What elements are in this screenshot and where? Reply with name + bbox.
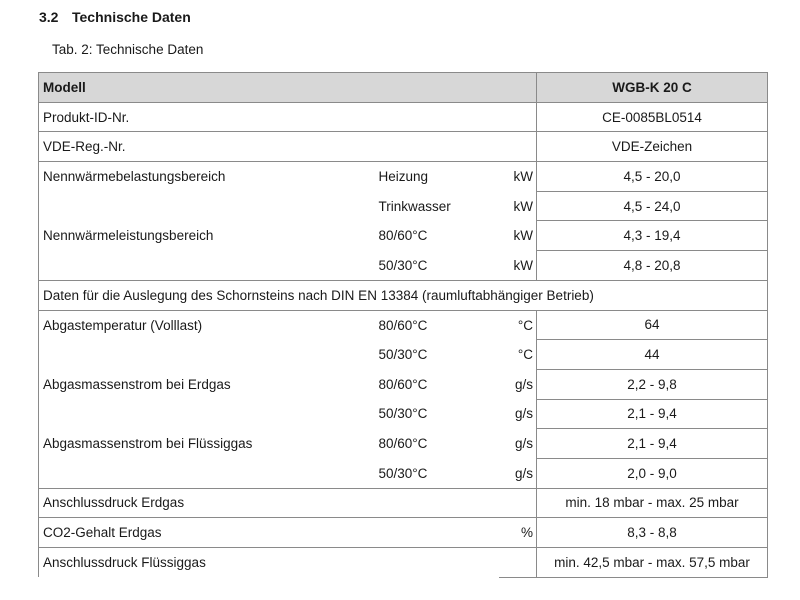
value-cell: 64 — [537, 310, 768, 340]
table-row — [39, 458, 768, 488]
value-cell: 44 — [537, 340, 768, 370]
table-caption: Tab. 2: Technische Daten — [52, 42, 204, 57]
co2-label: CO2-Gehalt Erdgas — [39, 518, 499, 548]
chimney-note: Daten für die Auslegung des Schornsteins nach DIN EN 13384 (raumluftabhängiger Betrieb) — [39, 280, 768, 310]
unit-cell: g/s — [515, 436, 534, 452]
condition-cell: Heizung — [375, 162, 499, 192]
value-cell: 4,3 - 19,4 — [537, 221, 768, 251]
unit-cell: g/s — [515, 376, 534, 392]
table-row — [39, 132, 768, 162]
table-row — [39, 429, 768, 459]
unit-cell: °C — [517, 347, 534, 363]
header-model-value: WGB-K 20 C — [537, 73, 768, 103]
heat-output-label: Nennwärmeleistungsbereich — [39, 221, 375, 251]
unit-cell: kW — [513, 228, 534, 244]
unit-cell: kW — [513, 198, 534, 214]
co2-unit: % — [499, 518, 537, 548]
unit-cell: °C — [499, 310, 537, 340]
unit-cell: kW — [499, 162, 537, 192]
vde-value: VDE-Zeichen — [537, 132, 768, 162]
table-row — [39, 399, 768, 429]
unit-cell: kW — [513, 257, 534, 273]
condition-cell: 80/60°C — [378, 376, 428, 392]
condition-cell: 50/30°C — [378, 465, 428, 481]
condition-cell: Trinkwasser — [378, 198, 451, 214]
gas-pressure-label: Anschlussdruck Erdgas — [39, 488, 537, 518]
table-row — [39, 251, 768, 281]
section-title: Technische Daten — [72, 9, 191, 25]
lpg-pressure-value: min. 42,5 mbar - max. 57,5 mbar — [537, 548, 768, 578]
value-cell: 2,1 - 9,4 — [537, 399, 768, 429]
header-model-label: Modell — [39, 73, 537, 103]
condition-cell: 80/60°C — [378, 436, 428, 452]
table-row — [39, 518, 768, 548]
condition-cell: 80/60°C — [375, 310, 499, 340]
value-cell: 4,5 - 20,0 — [537, 162, 768, 192]
flue-mass-lpg-label: Abgasmassenstrom bei Flüssiggas — [39, 429, 375, 459]
table-row — [39, 369, 768, 399]
value-cell: 4,5 - 24,0 — [537, 191, 768, 221]
table-row — [39, 221, 768, 251]
vde-label: VDE-Reg.-Nr. — [39, 132, 537, 162]
value-cell: 2,1 - 9,4 — [537, 429, 768, 459]
condition-cell: 50/30°C — [378, 257, 428, 273]
flue-temp-label: Abgastemperatur (Volllast) — [39, 310, 375, 340]
flue-mass-gas-label: Abgasmassenstrom bei Erdgas — [39, 369, 375, 399]
condition-cell: 50/30°C — [378, 406, 428, 422]
heat-load-label: Nennwärmebelastungsbereich — [39, 162, 375, 192]
condition-cell: 80/60°C — [378, 228, 428, 244]
table-row — [39, 102, 768, 132]
table-row — [39, 548, 768, 578]
value-cell: 4,8 - 20,8 — [537, 251, 768, 281]
unit-cell: g/s — [515, 465, 534, 481]
table-row — [39, 340, 768, 370]
table-row — [39, 310, 768, 340]
unit-cell: g/s — [515, 406, 534, 422]
lpg-pressure-label: Anschlussdruck Flüssiggas — [39, 548, 499, 578]
table-row — [39, 488, 768, 518]
value-cell: 2,2 - 9,8 — [537, 369, 768, 399]
technical-data-table — [38, 72, 768, 578]
gas-pressure-value: min. 18 mbar - max. 25 mbar — [537, 488, 768, 518]
table-header-row — [39, 73, 768, 103]
co2-value: 8,3 - 8,8 — [537, 518, 768, 548]
table-row — [39, 162, 768, 192]
table-row — [39, 191, 768, 221]
section-number: 3.2 — [39, 9, 59, 25]
value-cell: 2,0 - 9,0 — [537, 458, 768, 488]
table-row — [39, 280, 768, 310]
condition-cell: 50/30°C — [378, 347, 428, 363]
section-heading — [39, 9, 191, 25]
product-id-label: Produkt-ID-Nr. — [39, 102, 537, 132]
product-id-value: CE-0085BL0514 — [537, 102, 768, 132]
